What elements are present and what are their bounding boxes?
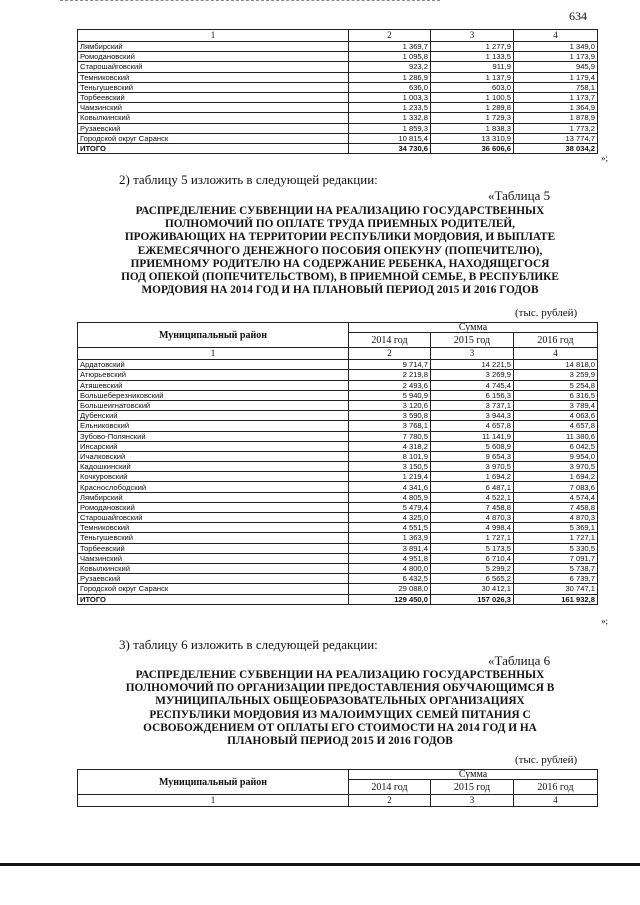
table5-value-cell: 3 970,5	[514, 462, 598, 472]
table5-value-cell: 2 493,6	[349, 380, 431, 390]
table4-name-cell: Торбеевский	[78, 92, 349, 102]
table4-index-value-cell: 3	[431, 30, 514, 42]
table5-total-value-cell: 161 932,8	[514, 594, 598, 604]
table5-name-cell: Старошайговский	[78, 513, 349, 523]
table5	[77, 322, 598, 605]
table5-name-cell: Ромодановский	[78, 502, 349, 512]
table4-value-cell: 1 173,7	[514, 92, 598, 102]
table4-index-value-cell: 4	[514, 30, 598, 42]
table5-value-cell: 1 727,1	[431, 533, 514, 543]
table4-value-cell: 1 137,9	[431, 72, 514, 82]
table5-value-cell: 29 088,0	[349, 584, 431, 594]
table6-unit: (тыс. рублей)	[515, 754, 578, 766]
table5-heading-line: ПРИЕМНОМУ РОДИТЕЛЮ НА СОДЕРЖАНИЕ РЕБЕНКА, НАХОДЯЩЕГОСЯ	[130, 257, 550, 270]
table5-value-cell: 5 608,9	[431, 441, 514, 451]
table5-value-cell: 11 141,9	[431, 431, 514, 441]
table5-total-value-cell: 157 026,3	[431, 594, 514, 604]
table5-total-name-cell: ИТОГО	[78, 594, 349, 604]
table5-year-2014: 2014 год	[349, 333, 431, 348]
table5-value-cell: 4 998,4	[431, 523, 514, 533]
table4-value-cell: 636,0	[349, 82, 431, 92]
table5-row	[78, 543, 598, 553]
table5-end-mark: »;	[601, 616, 609, 626]
table5-unit: (тыс. рублей)	[515, 307, 578, 319]
table6-year-2015: 2015 год	[431, 780, 514, 795]
table5-name-cell: Теньгушевский	[78, 533, 349, 543]
table5-row	[78, 472, 598, 482]
table5-row	[78, 360, 598, 370]
table4-value-cell: 923,2	[349, 62, 431, 72]
table4-value-cell: 1 173,9	[514, 52, 598, 62]
table5-name-cell: Темниковский	[78, 523, 349, 533]
table4-value-cell: 1 100,5	[431, 92, 514, 102]
table4-value-cell: 911,9	[431, 62, 514, 72]
table5-value-cell: 9 954,0	[514, 451, 598, 461]
table5-value-cell: 6 316,5	[514, 390, 598, 400]
table5-row	[78, 431, 598, 441]
instruction-table5: 2) таблицу 5 изложить в следующей редакции:	[119, 172, 378, 187]
table4-value-cell: 758,1	[514, 82, 598, 92]
table4-value-cell: 1 179,4	[514, 72, 598, 82]
table5-row	[78, 451, 598, 461]
table4-row	[78, 133, 598, 143]
table4-name-cell: Рузаевский	[78, 123, 349, 133]
table5-row	[78, 563, 598, 573]
table4-row	[78, 72, 598, 82]
table5-row	[78, 553, 598, 563]
table6-index-cell: 1	[78, 795, 349, 807]
table4-total-value-cell: 34 730,6	[349, 143, 431, 153]
table5-heading-line: ЕЖЕМЕСЯЧНОГО ДЕНЕЖНОГО ПОСОБИЯ ОПЕКУНУ (ПОПЕЧИТЕЛЮ),	[137, 244, 543, 257]
table5-row	[78, 533, 598, 543]
table5-value-cell: 3 269,9	[431, 370, 514, 380]
table5-name-cell: Торбеевский	[78, 543, 349, 553]
table5-name-cell: Краснослободский	[78, 482, 349, 492]
table5-value-cell: 1 727,1	[514, 533, 598, 543]
table5-row	[78, 370, 598, 380]
table5-name-cell: Большеигнатовский	[78, 400, 349, 410]
table6-year-2016: 2016 год	[514, 780, 598, 795]
table4-total-name-cell: ИТОГО	[78, 143, 349, 153]
table5-row	[78, 492, 598, 502]
table5-value-cell: 3 944,3	[431, 411, 514, 421]
table5-value-cell: 14 221,5	[431, 360, 514, 370]
table5-name-cell: Атюрьевский	[78, 370, 349, 380]
table5-name-cell: Чамзинский	[78, 553, 349, 563]
table5-name-cell: Ковылкинский	[78, 563, 349, 573]
table4-value-cell: 1 233,5	[349, 103, 431, 113]
table5-value-cell: 4 341,6	[349, 482, 431, 492]
table4-value-cell: 1 003,3	[349, 92, 431, 102]
table5-value-cell: 3 737,1	[431, 400, 514, 410]
table5-row	[78, 400, 598, 410]
table5-value-cell: 4 657,8	[514, 421, 598, 431]
table5-value-cell: 4 870,3	[431, 513, 514, 523]
table4-name-cell: Ромодановский	[78, 52, 349, 62]
table5-row	[78, 441, 598, 451]
table5-value-cell: 6 710,4	[431, 553, 514, 563]
table5-row	[78, 513, 598, 523]
table6-index-cell: 4	[514, 795, 598, 807]
table5-value-cell: 8 101,9	[349, 451, 431, 461]
table5-value-cell: 5 738,7	[514, 563, 598, 573]
table5-value-cell: 3 590,8	[349, 411, 431, 421]
table5-name-cell: Дубенский	[78, 411, 349, 421]
table4-row	[78, 62, 598, 72]
table5-value-cell: 6 739,7	[514, 574, 598, 584]
table5-value-cell: 4 318,2	[349, 441, 431, 451]
table5-value-cell: 3 970,5	[431, 462, 514, 472]
table6-col-sum: Сумма	[349, 770, 598, 780]
table4-value-cell: 1 277,9	[431, 42, 514, 52]
table4-name-cell: Чамзинский	[78, 103, 349, 113]
table6-heading	[70, 669, 610, 748]
table5-row	[78, 411, 598, 421]
table5-value-cell: 7 780,5	[349, 431, 431, 441]
table5-value-cell: 6 565,2	[431, 574, 514, 584]
table5-index-value-cell: 3	[431, 348, 514, 360]
table5-value-cell: 2 219,8	[349, 370, 431, 380]
table5-value-cell: 4 325,0	[349, 513, 431, 523]
table4-name-cell: Городской округ Саранск	[78, 133, 349, 143]
table4-value-cell: 1 364,9	[514, 103, 598, 113]
table5-value-cell: 3 120,6	[349, 400, 431, 410]
table5-col-municipal: Муниципальный район	[78, 323, 349, 348]
table5-value-cell: 6 432,5	[349, 574, 431, 584]
table5-value-cell: 6 042,5	[514, 441, 598, 451]
table6-heading-line: РАСПРЕДЕЛЕНИЕ СУБВЕНЦИИ НА РЕАЛИЗАЦИЮ ГОСУДАРСТВЕННЫХ	[135, 669, 545, 681]
table5-value-cell: 14 818,0	[514, 360, 598, 370]
table5-row	[78, 390, 598, 400]
table4-value-cell: 10 815,4	[349, 133, 431, 143]
table5-name-cell: Рузаевский	[78, 574, 349, 584]
table5-value-cell: 5 479,4	[349, 502, 431, 512]
table4-value-cell: 1 773,2	[514, 123, 598, 133]
table4-value-cell: 1 859,3	[349, 123, 431, 133]
table4-index-value-cell: 2	[349, 30, 431, 42]
table6-year-2014: 2014 год	[349, 780, 431, 795]
table5-heading-line: ПОД ОПЕКОЙ (ПОПЕЧИТЕЛЬСТВОМ), В ПРИЕМНОЙ СЕМЬЕ, В РЕСПУБЛИКЕ	[121, 271, 559, 284]
table5-value-cell: 5 369,1	[514, 523, 598, 533]
table4-value-cell: 1 838,3	[431, 123, 514, 133]
table4-row	[78, 123, 598, 133]
table4-value-cell: 1 133,5	[431, 52, 514, 62]
table5-value-cell: 4 574,4	[514, 492, 598, 502]
table4-row	[78, 52, 598, 62]
table4-value-cell: 13 310,9	[431, 133, 514, 143]
table5-row	[78, 380, 598, 390]
table5-name-cell: Лямбирский	[78, 492, 349, 502]
table5-value-cell: 5 299,2	[431, 563, 514, 573]
table6-index-cell: 2	[349, 795, 431, 807]
table5-year-2016: 2016 год	[514, 333, 598, 348]
table5-row	[78, 502, 598, 512]
table4-total-value-cell: 36 606,6	[431, 143, 514, 153]
table4-index-name-cell: 1	[78, 30, 349, 42]
table5-value-cell: 5 254,8	[514, 380, 598, 390]
table5-name-cell: Зубово-Полянский	[78, 431, 349, 441]
table4-row	[78, 82, 598, 92]
table4-index-row	[78, 30, 598, 42]
table5-name-cell: Ичалковский	[78, 451, 349, 461]
table5-row	[78, 482, 598, 492]
table5-value-cell: 1 363,9	[349, 533, 431, 543]
table5-value-cell: 4 805,9	[349, 492, 431, 502]
table5-row	[78, 574, 598, 584]
table5-value-cell: 30 747,1	[514, 584, 598, 594]
table6-heading-line: РЕСПУБЛИКИ МОРДОВИЯ ИЗ МАЛОИМУЩИХ СЕМЕЙ ПИТАНИЯ С	[149, 708, 531, 721]
table5-value-cell: 30 412,1	[431, 584, 514, 594]
table4-row	[78, 103, 598, 113]
table5-value-cell: 4 522,1	[431, 492, 514, 502]
table5-value-cell: 6 487,1	[431, 482, 514, 492]
table5-index-name-cell: 1	[78, 348, 349, 360]
table5-label: «Таблица 5	[488, 188, 551, 203]
table4-row	[78, 92, 598, 102]
table5-heading-line: РАСПРЕДЕЛЕНИЕ СУБВЕНЦИИ НА РЕАЛИЗАЦИЮ ГОСУДАРСТВЕННЫХ	[135, 205, 545, 217]
table5-value-cell: 3 789,4	[514, 400, 598, 410]
table4-name-cell: Ковылкинский	[78, 113, 349, 123]
table5-row	[78, 421, 598, 431]
table5-name-cell: Ельниковский	[78, 421, 349, 431]
table4-value-cell: 1 369,7	[349, 42, 431, 52]
table4-value-cell: 13 774,7	[514, 133, 598, 143]
table6-heading-line: МУНИЦИПАЛЬНЫХ ОБЩЕОБРАЗОВАТЕЛЬНЫХ ОРГАНИЗАЦИЯХ	[155, 695, 525, 708]
table5-index-value-cell: 2	[349, 348, 431, 360]
instruction-table6: 3) таблицу 6 изложить в следующей редакции:	[119, 637, 378, 652]
table5-value-cell: 3 768,1	[349, 421, 431, 431]
table5-name-cell: Ардатовский	[78, 360, 349, 370]
table5-value-cell: 1 219,4	[349, 472, 431, 482]
table5-col-sum: Сумма	[349, 323, 598, 333]
table5-row	[78, 462, 598, 472]
table4-value-cell: 1 729,3	[431, 113, 514, 123]
table5-value-cell: 5 173,5	[431, 543, 514, 553]
table4-total-value-cell: 38 034,2	[514, 143, 598, 153]
table5-value-cell: 4 870,3	[514, 513, 598, 523]
table4-name-cell: Лямбирский	[78, 42, 349, 52]
table5-value-cell: 4 657,8	[431, 421, 514, 431]
table5-value-cell: 7 458,8	[514, 502, 598, 512]
table4-value-cell: 1 349,0	[514, 42, 598, 52]
table5-value-cell: 7 458,8	[431, 502, 514, 512]
table6-heading-line: ПЛАНОВЫЙ ПЕРИОД 2015 И 2016 ГОДОВ	[227, 735, 453, 748]
table5-total-row	[78, 594, 598, 604]
table5-name-cell: Кадошкинский	[78, 462, 349, 472]
table5-value-cell: 11 380,6	[514, 431, 598, 441]
table4-total-row	[78, 143, 598, 153]
table4-row	[78, 42, 598, 52]
table5-value-cell: 7 091,7	[514, 553, 598, 563]
table5-index-value-cell: 4	[514, 348, 598, 360]
table5-row	[78, 523, 598, 533]
table4-value-cell: 1 332,8	[349, 113, 431, 123]
table4-value-cell: 945,9	[514, 62, 598, 72]
table6-heading-line: ОСВОБОЖДЕНИЕМ ОТ ОПЛАТЫ ЕГО СТОИМОСТИ НА 2014 ГОД И НА	[143, 721, 537, 734]
table6-index-cell: 3	[431, 795, 514, 807]
table5-value-cell: 3 259,9	[514, 370, 598, 380]
bottom-rule	[0, 863, 640, 866]
page-number: 634	[569, 9, 587, 23]
table6	[77, 769, 598, 807]
table6-col-municipal: Муниципальный район	[78, 770, 349, 795]
table6-label: «Таблица 6	[488, 653, 551, 668]
table5-value-cell: 9 654,3	[431, 451, 514, 461]
table4-tail	[77, 29, 598, 154]
table5-heading-line: МОРДОВИЯ НА 2014 ГОД И НА ПЛАНОВЫЙ ПЕРИОД 2015 И 2016 ГОДОВ	[141, 284, 539, 297]
table5-value-cell: 5 940,9	[349, 390, 431, 400]
table5-index-row	[78, 348, 598, 360]
table5-value-cell: 7 083,6	[514, 482, 598, 492]
table4-value-cell: 1 286,9	[349, 72, 431, 82]
table4-row	[78, 113, 598, 123]
table4-value-cell: 603,0	[431, 82, 514, 92]
table5-heading-line: ПРОЖИВАЮЩИХ НА ТЕРРИТОРИИ РЕСПУБЛИКИ МОРДОВИЯ, И ВЫПЛАТЕ	[124, 231, 556, 244]
table5-value-cell: 4 745,4	[431, 380, 514, 390]
table5-row	[78, 584, 598, 594]
top-scan-edge	[60, 0, 440, 1]
table4-end-mark: »;	[601, 153, 609, 163]
table4-value-cell: 1 878,9	[514, 113, 598, 123]
table5-total-value-cell: 129 450,0	[349, 594, 431, 604]
table5-value-cell: 1 694,2	[431, 472, 514, 482]
table4-name-cell: Теньгушевский	[78, 82, 349, 92]
table4-name-cell: Старошайговский	[78, 62, 349, 72]
table5-heading-line: ПОЛНОМОЧИЙ ПО ОПЛАТЕ ТРУДА ПРИЕМНЫХ РОДИТЕЛЕЙ,	[164, 218, 515, 231]
table4-value-cell: 1 095,8	[349, 52, 431, 62]
table6-heading-line: ПОЛНОМОЧИЙ ПО ОРГАНИЗАЦИИ ПРЕДОСТАВЛЕНИЯ ОБУЧАЮЩИМСЯ В	[125, 682, 555, 695]
table5-value-cell: 6 156,3	[431, 390, 514, 400]
table5-value-cell: 9 714,7	[349, 360, 431, 370]
table5-name-cell: Большеберезниковский	[78, 390, 349, 400]
table4-value-cell: 1 289,8	[431, 103, 514, 113]
table5-value-cell: 4 951,8	[349, 553, 431, 563]
table5-value-cell: 4 800,0	[349, 563, 431, 573]
table5-value-cell: 3 150,5	[349, 462, 431, 472]
table5-name-cell: Инсарский	[78, 441, 349, 451]
table5-value-cell: 4 063,6	[514, 411, 598, 421]
table5-name-cell: Атяшевский	[78, 380, 349, 390]
table5-name-cell: Кочкуровский	[78, 472, 349, 482]
table5-year-2015: 2015 год	[431, 333, 514, 348]
table5-name-cell: Городской округ Саранск	[78, 584, 349, 594]
table5-value-cell: 5 330,5	[514, 543, 598, 553]
table5-heading	[70, 205, 610, 297]
table5-value-cell: 1 694,2	[514, 472, 598, 482]
table5-value-cell: 3 891,4	[349, 543, 431, 553]
table5-value-cell: 4 551,5	[349, 523, 431, 533]
table4-name-cell: Темниковский	[78, 72, 349, 82]
